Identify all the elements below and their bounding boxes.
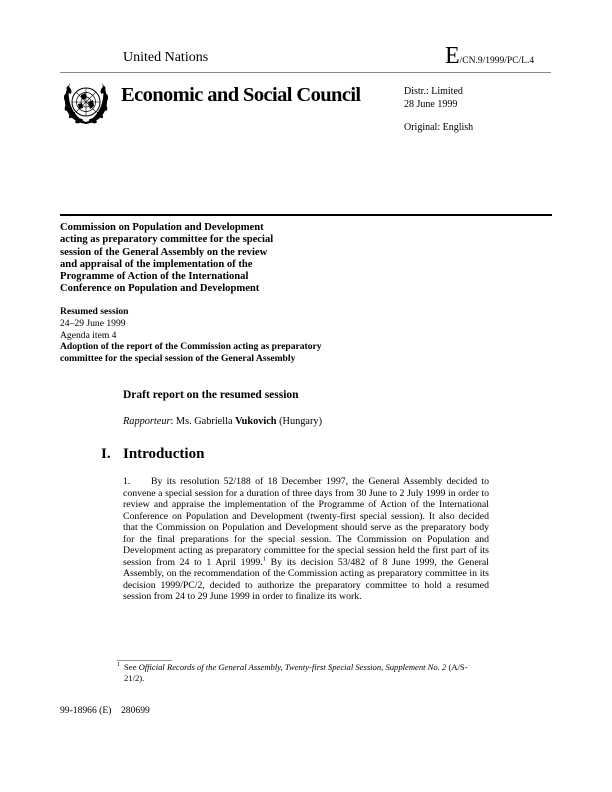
- session-dates: 24–29 June 1999: [60, 317, 126, 329]
- rapporteur-label: Rapporteur: [123, 416, 171, 427]
- paragraph-text-part1: By its resolution 52/188 of 18 December 1997, the General Assembly decided to convene a special session for a duration of three days from 30 June to 2 July 1999 in order to review and appraise the implementation of the Programme of Action of the International Conference on Population and Development (twenty-first special session). It also decided that the Commission on Population and Development should serve as the preparatory body for the final preparations for the special session. The Commission on Population and Development acting as preparatory committee for the special session held the first part of its session from 24 to 1 April 1999.: [123, 476, 489, 568]
- report-title: Draft report on the resumed session: [123, 389, 299, 401]
- section-number: I.: [101, 446, 111, 462]
- un-emblem-icon: [60, 78, 112, 128]
- footnote-marker: 1: [117, 662, 120, 669]
- session-label: Resumed session: [60, 306, 129, 317]
- header-rule: [60, 72, 551, 73]
- agenda-item: Agenda item 4: [60, 329, 117, 341]
- paragraph-1: [123, 476, 489, 603]
- footnote-citation: Official Records of the General Assembly, Twenty-first Special Session, Supplement No. 2: [138, 662, 447, 672]
- rapporteur-line: [123, 416, 322, 427]
- paragraph-number: 1.: [123, 476, 131, 487]
- document-symbol-code: /CN.9/1999/PC/L.4: [459, 56, 535, 66]
- document-number: 99-18966 (E) 280699: [60, 705, 150, 716]
- rapporteur-country: (Hungary): [276, 416, 322, 427]
- distribution-date: 28 June 1999: [404, 98, 458, 110]
- footnote: [117, 662, 497, 683]
- agenda-title-line: committee for the special session of the General Assembly: [60, 353, 296, 365]
- document-symbol-letter: E: [445, 43, 460, 69]
- rapporteur-prefix: : Ms. Gabriella: [170, 416, 236, 427]
- original-language: Original: English: [404, 122, 474, 133]
- organization-name: United Nations: [123, 50, 209, 65]
- committee-name: [60, 222, 360, 296]
- committee-line: Conference on Population and Development: [60, 283, 260, 295]
- rapporteur-surname: Vukovich: [235, 416, 277, 427]
- committee-line: acting as preparatory committee for the special: [60, 234, 274, 246]
- footnote-reference[interactable]: 1: [262, 555, 266, 563]
- footnote-see: See: [124, 662, 139, 672]
- session-meta: [60, 306, 322, 365]
- committee-line: session of the General Assembly on the review: [60, 246, 268, 258]
- footnote-body: [124, 662, 484, 683]
- council-title: Economic and Social Council: [121, 84, 361, 106]
- distribution-block: [404, 86, 473, 135]
- title-rule: [60, 214, 552, 216]
- section-title: Introduction: [123, 446, 205, 462]
- distribution-limited: Distr.: Limited: [404, 86, 463, 97]
- footnote-rule: [117, 660, 172, 661]
- committee-line: and appraisal of the implementation of the: [60, 258, 253, 270]
- committee-line: Commission on Population and Development: [60, 222, 264, 233]
- agenda-title-line: Adoption of the report of the Commission acting as preparatory: [60, 341, 322, 353]
- committee-line: Programme of Action of the International: [60, 271, 249, 283]
- footnote-tail: (A/S-21/2).: [124, 662, 468, 683]
- paragraph-text-part2: By its decision 53/482 of 8 June 1999, the General Assembly, on the recommendation of the Commission acting as preparatory committee in its decision 1999/PC/2, decided to authorize the preparatory committee to hold a resumed session from 24 to 29 June 1999 in order to finalize its work.: [123, 556, 489, 603]
- document-symbol: [445, 43, 534, 70]
